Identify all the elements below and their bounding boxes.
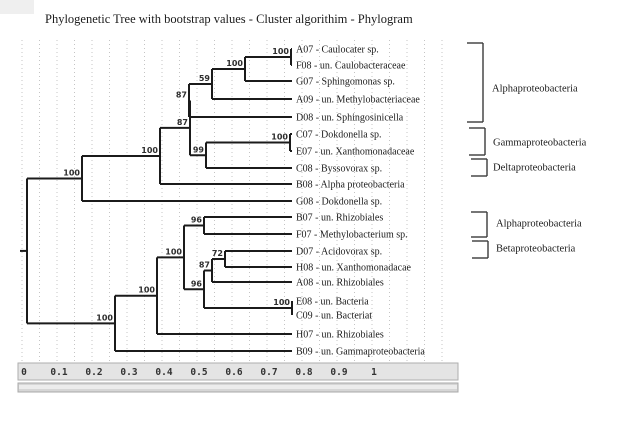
horizontal-scrollbar-thumb[interactable]	[19, 385, 457, 389]
leaf-label: C08 - Byssovorax sp.	[296, 163, 383, 175]
axis-tick-label: 1	[371, 367, 377, 378]
bootstrap-value: 87	[175, 90, 187, 100]
axis-tick-label: 0	[21, 367, 27, 378]
leaf-label: B07 - un. Rhizobiales	[296, 212, 384, 224]
bootstrap-value: 100	[271, 132, 288, 142]
bootstrap-value: 87	[176, 117, 188, 127]
axis-bar-layer	[18, 363, 458, 380]
axis-tick-label: 0.5	[190, 367, 208, 378]
bootstrap-value: 96	[190, 279, 202, 289]
axis-tick-label: 0.6	[225, 367, 243, 378]
axis-tick-label: 0.4	[155, 367, 173, 378]
bootstrap-value: 100	[165, 247, 182, 257]
axis-tick-label: 0.3	[120, 367, 138, 378]
bootstrap-value: 100	[63, 168, 80, 178]
leaf-label: A07 - Caulocater sp.	[296, 44, 379, 56]
leaf-label: A08 - un. Rhizobiales	[296, 277, 384, 289]
leaf-label: H08 - un. Xanthomonadacae	[296, 262, 411, 274]
leaf-label: B08 - Alpha proteobacteria	[296, 179, 405, 191]
axis-tick-label: 0.9	[330, 367, 348, 378]
group-label: Betaproteobacteria	[496, 243, 576, 255]
leaf-label: D08 - un. Sphingosinicella	[296, 112, 404, 124]
bootstrap-value: 96	[190, 215, 202, 225]
bootstrap-value: 100	[273, 298, 290, 307]
bootstrap-value: 100	[141, 145, 158, 155]
leaf-label: F08 - un. Caulobacteraceae	[296, 60, 406, 72]
leaf-label: C09 - un. Bacteriat	[296, 310, 373, 322]
leaf-label: E07 - un. Xanthomonadaceae	[296, 146, 415, 158]
bootstrap-value: 100	[96, 313, 113, 323]
leaf-label: G08 - Dokdonella sp.	[296, 196, 383, 208]
axis-tick-label: 0.8	[295, 367, 313, 378]
group-label: Alphaproteobacteria	[492, 83, 578, 95]
bootstrap-value: 100	[138, 285, 155, 295]
bootstrap-value: 100	[272, 47, 289, 56]
leaf-label: A09 - un. Methylobacteriaceae	[296, 94, 420, 106]
bootstrap-value: 59	[198, 74, 210, 83]
axis-tick-label: 0.7	[260, 367, 278, 378]
leaf-label: C07 - Dokdonella sp.	[296, 129, 382, 141]
leaf-label: B09 - un. Gammaproteobacteria	[296, 346, 425, 358]
leaf-label: E08 - un. Bacteria	[296, 296, 369, 308]
scrollbar-layer[interactable]	[18, 383, 458, 392]
leaf-label: H07 - un. Rhizobiales	[296, 329, 384, 341]
axis-tick-label: 0.1	[50, 367, 68, 378]
bootstrap-value: 100	[226, 59, 243, 68]
bootstrap-value: 72	[211, 249, 223, 258]
leaf-label: F07 - Methylobacterium sp.	[296, 229, 408, 241]
bootstrap-value: 87	[198, 260, 210, 270]
group-label: Gammaproteobacteria	[493, 137, 587, 149]
leaf-label: G07 - Sphingomonas sp.	[296, 76, 395, 88]
leaf-label: D07 - Acidovorax sp.	[296, 246, 383, 258]
page-title: Phylogenetic Tree with bootstrap values - Cluster algorithim - Phylogram	[45, 12, 413, 26]
bootstrap-value: 99	[192, 145, 204, 155]
axis-tick-label: 0.2	[85, 367, 103, 378]
top-left-corner-block	[0, 0, 34, 14]
group-label: Alphaproteobacteria	[496, 218, 582, 230]
group-label: Deltaproteobacteria	[493, 162, 576, 174]
